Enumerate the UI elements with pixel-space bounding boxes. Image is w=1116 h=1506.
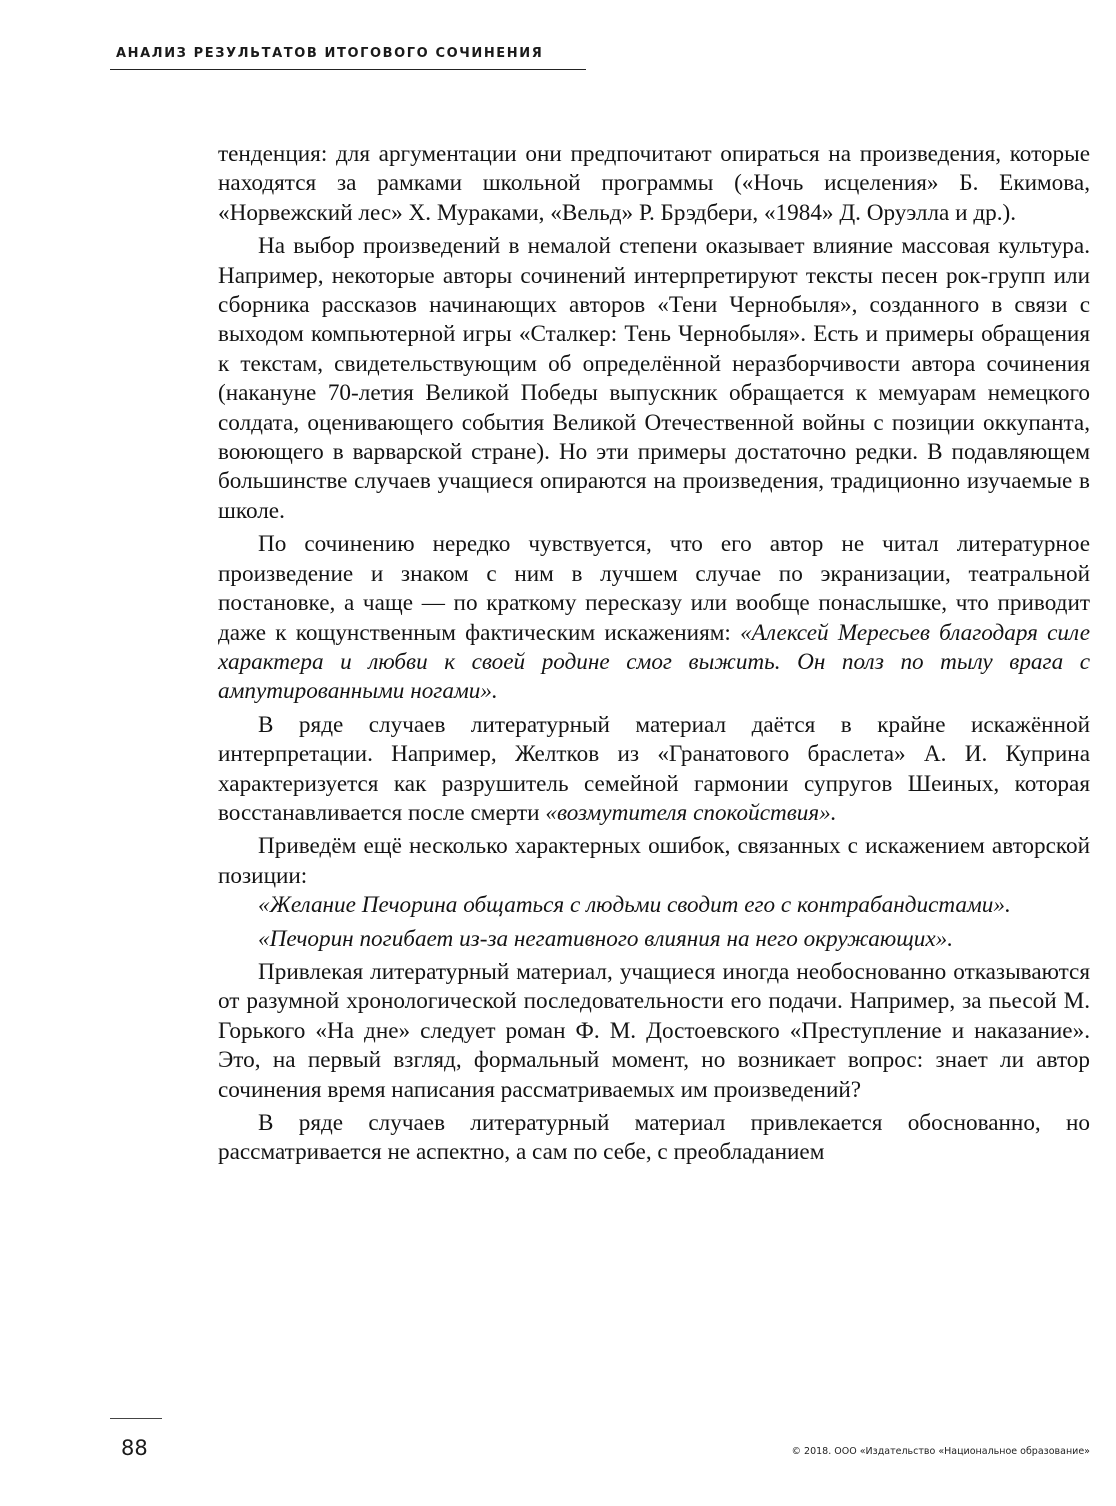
running-header: АНАЛИЗ РЕЗУЛЬТАТОВ ИТОГОВОГО СОЧИНЕНИЯ	[110, 46, 586, 70]
paragraph-3-text: По сочинению нередко чувствуется, что его автор не читал литературное произведение и знаком с ним в лучшем случае по экранизации, театральной постановке, а чаще — по краткому пересказу или вообще понаслышке, что приводит даже к кощунственным фактическим искажениям:	[218, 531, 1090, 646]
paragraph-4-quote: «возмутителя спокойствия».	[545, 799, 837, 826]
copyright-notice: © 2018. ООО «Издательство «Национальное образование»	[791, 1446, 1090, 1457]
footer-rule	[110, 1418, 162, 1419]
page-number: 88	[121, 1436, 148, 1460]
paragraph-4-text: В ряде случаев литературный материал даётся в крайне искажённой интерпретации. Например, Желтков из «Гранатового браслета» А. И. Куприна характеризуется как разрушитель семейной гармонии супругов Шеиных, которая восстанавливается после смерти	[218, 711, 1090, 826]
paragraph-1: тенденция: для аргументации они предпочитают опираться на произведения, которые находятся за рамками школьной программы («Ночь исцеления» Б. Екимова, «Норвежский лес» Х. Мураками, «Вельд» Р. Брэдбери, «1984» Д. Оруэлла и др.).	[218, 141, 1090, 226]
paragraph-7: В ряде случаев литературный материал привлекается обоснованно, но рассматривается не аспектно, а сам по себе, с преобладанием	[218, 1110, 1090, 1166]
paragraph-3	[218, 530, 1090, 706]
paragraph-4	[218, 711, 1090, 829]
quote-1: «Желание Печорина общаться с людьми сводит его с контрабандистами».	[258, 892, 1011, 919]
page-body	[218, 140, 1090, 1168]
paragraph-6: Привлекая литературный материал, учащиеся иногда необоснованно отказываются от разумной хронологической последовательности его подачи. Например, за пьесой М. Горького «На дне» следует роман Ф. М. Достоевского «Преступление и наказание». Это, на первый взгляд, формальный момент, но возникает вопрос: знает ли автор сочинения время написания рассматриваемых им произведений?	[218, 958, 1090, 1103]
paragraph-2: На выбор произведений в немалой степени оказывает влияние массовая культура. Например, некоторые авторы сочинений интерпретируют тексты песен рок-групп или сборника рассказов начинающих авторов «Тени Чернобыля», созданного в связи с выходом компьютерной игры «Сталкер: Тень Чернобыля». Есть и примеры обращения к текстам, свидетельствующим об определённой неразборчивости автора сочинения (накануне 70-летия Великой Победы выпускник обращается к мемуарам немецкого солдата, оценивающего события Великой Отечественной войны с позиции оккупанта, воюющего в варварской стране). Но эти примеры достаточно редки. В подавляющем большинстве случаев учащиеся опираются на произведения, традиционно изучаемые в школе.	[218, 233, 1090, 524]
paragraph-5: Приведём ещё несколько характерных ошибок, связанных с искажением авторской позиции:	[218, 833, 1090, 889]
quote-2: «Печорин погибает из-за негативного влияния на него окружающих».	[258, 925, 954, 952]
paragraph-3-quote: «Алексей Мересьев благодаря силе характера и любви к своей родине смог выжить. Он полз по тылу врага с ампутированными ногами».	[218, 619, 1091, 705]
